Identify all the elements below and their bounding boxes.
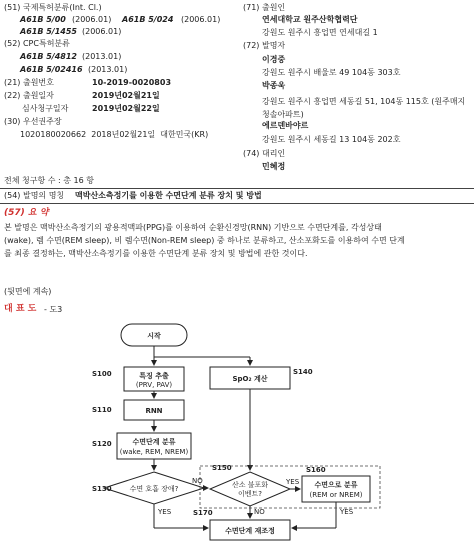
applicant-name: 연세대학교 원주산학협력단 [262, 15, 358, 24]
inventors-label: (72) 발명자 [243, 41, 286, 50]
agent-label: (74) 대리인 [243, 149, 286, 158]
cpc-label: (52) CPC특허분류 [4, 39, 70, 48]
s150-text-2: 이벤트? [237, 490, 263, 498]
inventor-3-name: 에르덴바야르 [262, 121, 309, 130]
edge-label-yes-1: YES [158, 508, 172, 516]
start-text: 시작 [147, 332, 161, 340]
ipc-code-3: A61B 5/1455 [20, 27, 77, 36]
cpc-code-1: A61B 5/4812 [20, 52, 77, 61]
ipc-code-2: A61B 5/024 [122, 15, 174, 24]
s120-text-2: (wake, REM, NREM) [119, 448, 189, 456]
ipc-code-1: A61B 5/00 [20, 15, 66, 24]
edge-label-yes-2: YES [286, 478, 300, 486]
exam-date: 2019년02월22일 [92, 104, 160, 113]
claims-count: 전체 청구항 수 : 총 16 항 [4, 176, 94, 185]
priority-value: 1020180020662 2018년02월21일 대한민국(KR) [20, 130, 209, 139]
ipc-date-3: (2006.01) [82, 27, 122, 36]
s110-text: RNN [145, 407, 163, 415]
label-s130: S130 [92, 485, 112, 493]
edge-label-no-1: NO [192, 477, 203, 485]
application-number: 10-2019-0020803 [92, 78, 172, 87]
edge-label-no-2: NO [254, 508, 265, 516]
exam-date-label: 심사청구일자 [22, 104, 69, 113]
applicant-address: 강원도 원주시 흥업면 연세대길 1 [262, 28, 378, 37]
priority-label: (30) 우선권주장 [4, 117, 62, 126]
s140-text: SpO₂ 계산 [232, 375, 268, 383]
figure-ref: - 도3 [44, 305, 63, 314]
inventor-2-address: 강원도 원주시 흥업면 세동길 51, 104동 115호 (원주매지청솔아파트) [262, 97, 466, 119]
application-date: 2019년02월21일 [92, 91, 160, 100]
s120-text-1: 수면단계 분류 [132, 438, 176, 446]
s160-text-2: (REM or NREM) [309, 491, 363, 499]
label-s120: S120 [92, 440, 112, 448]
abstract-line-2: (wake), 렘 수면(REM sleep), 비 렘수면(Non-REM sleep) 중 하나로 분류하고, 산소포화도를 이용하여 수면 단계 [4, 236, 405, 245]
inventor-1-address: 강원도 원주시 배울로 49 104동 303호 [262, 68, 401, 77]
abstract-line-3: 를 최종 결정하는, 맥박산소측정기를 이용한 수면단계 분류 장치 및 방법에 관한 것이다. [4, 249, 308, 258]
edge-label-yes-3: YES [340, 508, 354, 516]
abstract-line-1: 본 발명은 맥박산소측정기의 광용적맥파(PPG)를 이용하여 순환신경망(RNN) 기반으로 수면단계를, 각성상태 [4, 223, 382, 232]
agent-name: 민혜정 [262, 162, 286, 171]
ipc-label: (51) 국제특허분류(Int. Cl.) [4, 3, 102, 12]
abstract-heading: (57) 요 약 [4, 208, 49, 218]
label-s170: S170 [193, 509, 213, 517]
label-s110: S110 [92, 406, 112, 414]
label-s100: S100 [92, 370, 112, 378]
ipc-date-2: (2006.01) [181, 15, 221, 24]
application-number-label: (21) 출원번호 [4, 78, 54, 87]
label-s160: S160 [306, 466, 326, 474]
label-s140: S140 [293, 368, 313, 376]
inventor-1-name: 이경중 [262, 55, 286, 64]
title-label: (54) 발명의 명칭 [4, 191, 65, 200]
cpc-date-2: (2013.01) [88, 65, 128, 74]
cpc-code-2: A61B 5/02416 [20, 65, 83, 74]
s160-text-1: 수면으로 분류 [314, 481, 358, 489]
inventor-3-address: 강원도 원주시 세동길 13 104동 202호 [262, 135, 401, 144]
s150-text-1: 산소 불포화 [231, 481, 269, 489]
s150-diamond [210, 472, 290, 506]
applicant-label: (71) 출원인 [243, 3, 286, 12]
application-date-label: (22) 출원일자 [4, 91, 54, 100]
s100-text-2: (PRV, PAV) [135, 381, 173, 389]
ipc-date-1: (2006.01) [72, 15, 112, 24]
s100-text-1: 특징 추출 [139, 372, 169, 380]
s130-text: 수면 호흡 장애? [129, 485, 179, 493]
invention-title: 맥박산소측정기를 이용한 수면단계 분류 장치 및 방법 [75, 191, 262, 200]
s170-text: 수면단계 재조정 [225, 527, 275, 535]
inventor-2-name: 박종욱 [262, 81, 286, 90]
continued-note: (뒷면에 계속) [4, 287, 52, 296]
cpc-date-1: (2013.01) [82, 52, 122, 61]
label-s150: S150 [212, 464, 232, 472]
figure-label: 대 표 도 [4, 304, 37, 314]
